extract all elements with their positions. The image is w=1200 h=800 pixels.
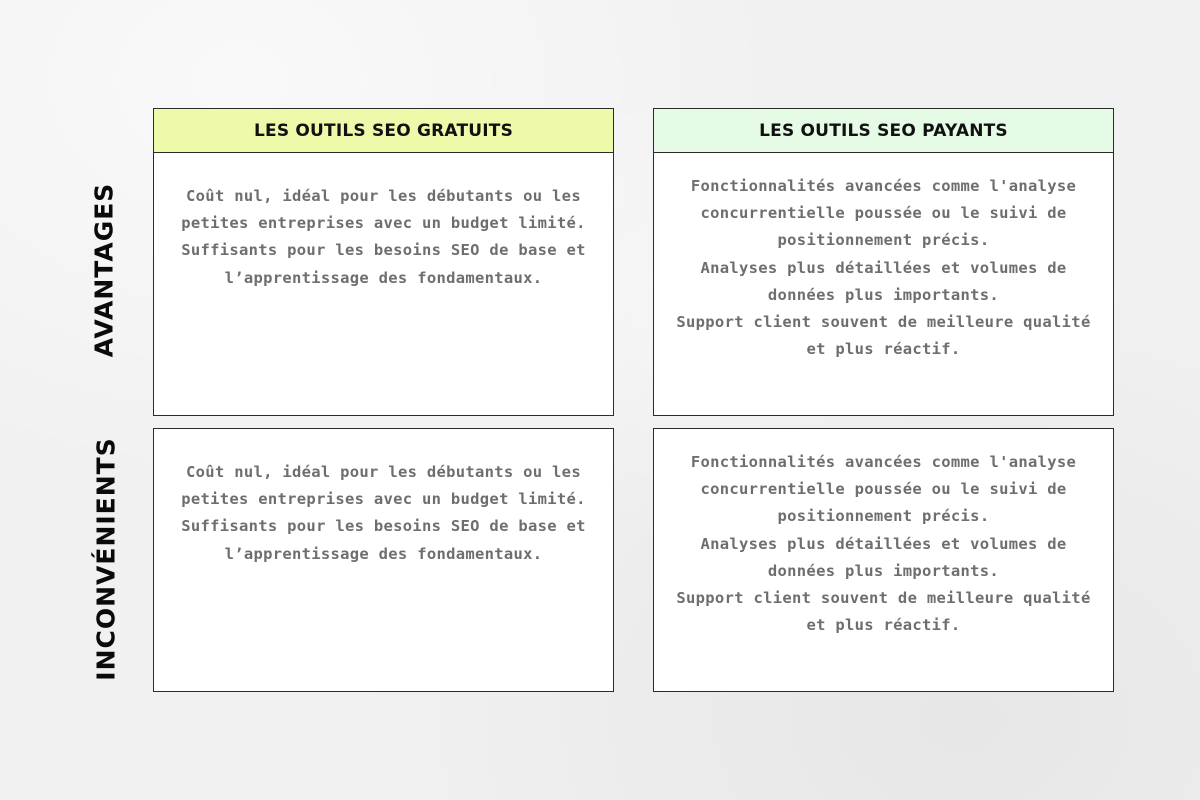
- cell-paragraph: Analyses plus détaillées et volumes de données plus importants.: [700, 258, 1067, 304]
- header-free-tools: LES OUTILS SEO GRATUITS: [153, 108, 614, 153]
- header-paid-tools: LES OUTILS SEO PAYANTS: [653, 108, 1114, 153]
- cell-paid-inconvenients: [653, 428, 1114, 692]
- cell-paragraph: Coût nul, idéal pour les débutants ou les petites entreprises avec un budget limité.: [181, 187, 586, 233]
- cell-paragraph: Suffisants pour les besoins SEO de base et l’apprentissage des fondamentaux.: [181, 241, 586, 287]
- cell-text: [168, 459, 599, 568]
- row-label-avantages: AVANTAGES: [89, 182, 119, 358]
- cell-text: [668, 449, 1099, 639]
- cell-paragraph: Support client souvent de meilleure qualité et plus réactif.: [676, 589, 1091, 635]
- cell-paragraph: Analyses plus détaillées et volumes de données plus importants.: [700, 534, 1067, 580]
- cell-free-avantages: [153, 152, 614, 416]
- row-label-inconvenients: INCONVÉNIENTS: [91, 437, 121, 681]
- cell-paragraph: Support client souvent de meilleure qualité et plus réactif.: [676, 313, 1091, 359]
- cell-paid-avantages: [653, 152, 1114, 416]
- cell-free-inconvenients: [153, 428, 614, 692]
- cell-paragraph: Fonctionnalités avancées comme l'analyse concurrentielle poussée ou le suivi de positionnement précis.: [690, 177, 1077, 250]
- cell-paragraph: Coût nul, idéal pour les débutants ou les petites entreprises avec un budget limité.: [181, 463, 586, 509]
- cell-text: [168, 183, 599, 292]
- cell-paragraph: Suffisants pour les besoins SEO de base et l’apprentissage des fondamentaux.: [181, 517, 586, 563]
- cell-text: [668, 173, 1099, 363]
- cell-paragraph: Fonctionnalités avancées comme l'analyse concurrentielle poussée ou le suivi de positionnement précis.: [690, 453, 1077, 526]
